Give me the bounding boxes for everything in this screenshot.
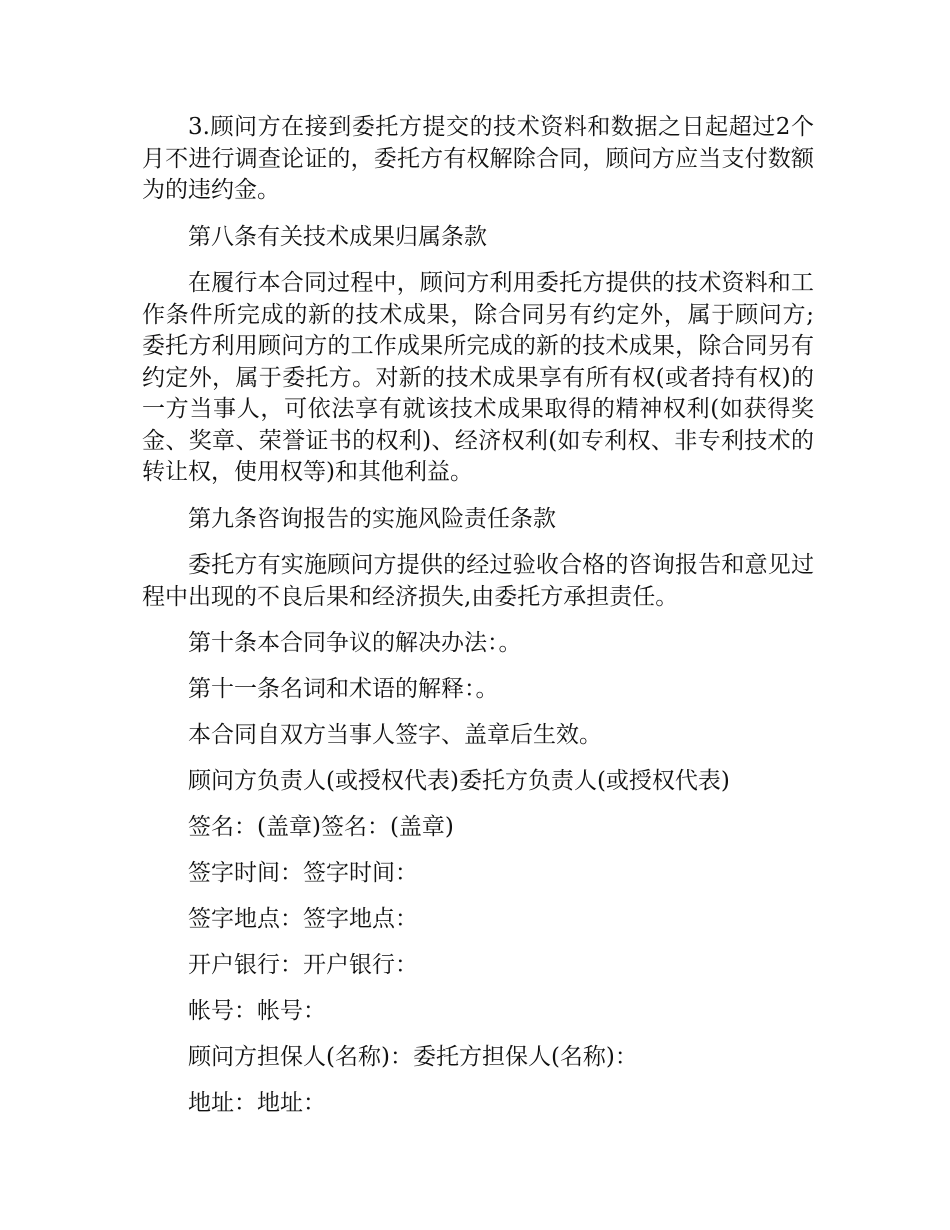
account-number-line: 帐号：帐号： — [188, 998, 326, 1024]
article-9-body: 委托方有实施顾问方提供的经过验收合格的咨询报告和意见过程中出现的不良后果和经济损失,由委托方承担责任。 — [142, 552, 814, 610]
article-10-dispute-resolution: 第十条本合同争议的解决办法：。 — [188, 630, 522, 656]
article-11-terms-definition: 第十一条名词和术语的解释：。 — [188, 676, 499, 702]
signing-time-line: 签字时间：签字时间： — [188, 860, 418, 886]
bank-line: 开户银行：开户银行： — [188, 952, 418, 978]
guarantor-line: 顾问方担保人(名称)：委托方担保人(名称)： — [188, 1044, 638, 1070]
article-9-heading: 第九条咨询报告的实施风险责任条款 — [188, 505, 556, 532]
signature-line: 签名：(盖章)签名：(盖章) — [188, 814, 454, 840]
effective-clause: 本合同自双方当事人签字、盖章后生效。 — [188, 722, 602, 748]
clause-7-item-3: 3.顾问方在接到委托方提交的技术资料和数据之日起超过2个月不进行调查论证的，委托方有权解除合同，顾问方应当支付数额为的违约金。 — [142, 114, 814, 203]
document-page — [142, 112, 814, 1119]
article-8-body: 在履行本合同过程中，顾问方利用委托方提供的技术资料和工作条件所完成的新的技术成果，除合同另有约定外，属于顾问方;委托方利用顾问方的工作成果所完成的新的技术成果，除合同另有约定外，属于委托方。对新的技术成果享有所有权(或者持有权)的一方当事人，可依法享有就该技术成果取得的精神权利(如获得奖金、奖章、荣誉证书的权利)、经济权利(如专利权、非专利技术的转让权，使用权等)和其他利益。 — [142, 270, 814, 485]
representatives-line: 顾问方负责人(或授权代表)委托方负责人(或授权代表) — [188, 768, 730, 794]
address-line: 地址：地址： — [188, 1090, 326, 1116]
signing-place-line: 签字地点：签字地点： — [188, 906, 418, 932]
article-8-heading: 第八条有关技术成果归属条款 — [188, 223, 487, 250]
